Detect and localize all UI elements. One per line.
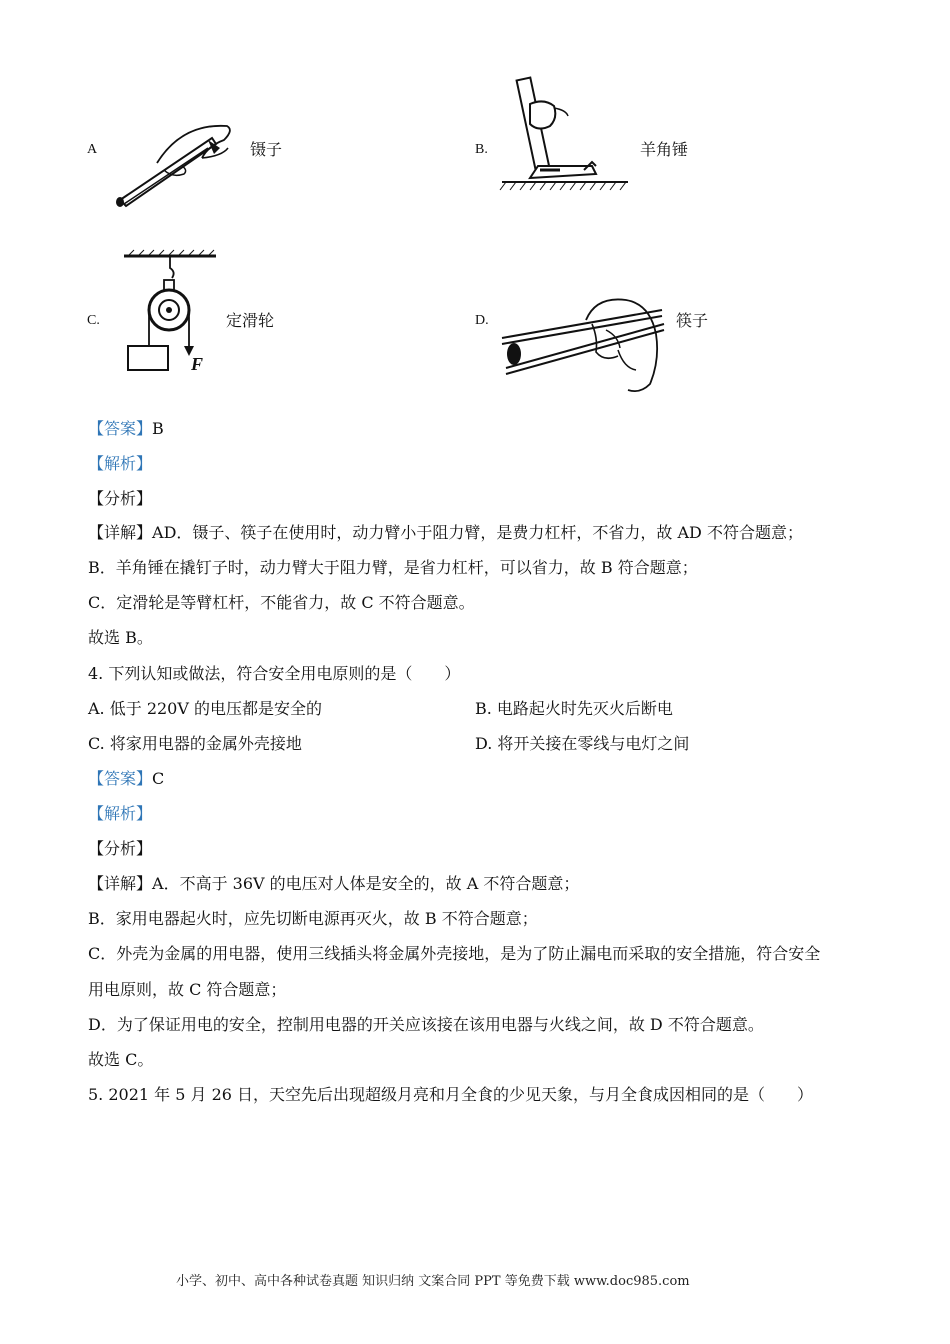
chopsticks-icon (500, 290, 670, 400)
q4-detail-line-3: C．外壳为金属的用电器，使用三线插头将金属外壳接地，是为了防止漏电而采取的安全措施，符合安全 (88, 944, 821, 963)
q4-detail-line-4: 用电原则，故 C 符合题意； (88, 980, 287, 999)
option-a-letter: A (87, 142, 98, 157)
detail-tag: 【详解】 (88, 523, 153, 542)
q4-option-d: D. 将开关接在零线与电灯之间 (475, 734, 690, 753)
option-b-label: 羊角锤 (640, 140, 689, 159)
q4-detail-line-2: B．家用电器起火时，应先切断电源再灭火，故 B 不符合题意； (88, 909, 538, 928)
q4-answer (88, 769, 164, 789)
option-b-letter: B. (475, 142, 488, 157)
detail-text: AD．镊子、筷子在使用时，动力臂小于阻力臂，是费力杠杆，不省力，故 AD 不符合题意； (152, 523, 803, 542)
q4-conclusion: 故选 C。 (88, 1050, 154, 1069)
option-d-letter: D. (475, 313, 489, 328)
answer-tag: 【答案】 (88, 419, 153, 438)
q3-fenxi-heading: 【分析】 (88, 489, 153, 508)
detail-text: A．不高于 36V 的电压对人体是安全的，故 A 不符合题意； (152, 874, 580, 893)
q3-jiexi-heading: 【解析】 (88, 454, 153, 473)
answer-value: B (152, 419, 164, 438)
claw-hammer-icon (500, 74, 630, 204)
q4-option-c: C. 将家用电器的金属外壳接地 (88, 734, 302, 753)
tweezers-icon (112, 118, 242, 213)
option-a-label: 镊子 (250, 140, 283, 159)
q4-detail-line-1 (88, 874, 579, 894)
fixed-pulley-icon (120, 250, 220, 380)
answer-value: C (152, 769, 165, 788)
page-footer: 小学、初中、高中各种试卷真题 知识归纳 文案合同 PPT 等免费下载 www.doc985.com (176, 1274, 690, 1289)
q3-detail-line-1 (88, 523, 803, 543)
q3-conclusion: 故选 B。 (88, 628, 153, 647)
answer-tag: 【答案】 (88, 769, 153, 788)
q3-detail-line-3: C．定滑轮是等臂杠杆，不能省力，故 C 不符合题意。 (88, 593, 475, 612)
q4-fenxi-heading: 【分析】 (88, 839, 153, 858)
q3-answer (88, 419, 164, 439)
q4-option-b: B. 电路起火时先灭火后断电 (475, 699, 673, 718)
q4-stem: 4. 下列认知或做法，符合安全用电原则的是（ ） (88, 664, 461, 683)
q3-detail-line-2: B．羊角锤在撬钉子时，动力臂大于阻力臂，是省力杠杆，可以省力，故 B 符合题意； (88, 558, 698, 577)
q5-stem: 5. 2021 年 5 月 26 日，天空先后出现超级月亮和月全食的少见天象，与月全食成因相同的是（ ） (88, 1085, 814, 1104)
q4-detail-line-5: D．为了保证用电的安全，控制用电器的开关应该接在该用电器与火线之间，故 D 不符合题意。 (88, 1015, 764, 1034)
detail-tag: 【详解】 (88, 874, 153, 893)
option-c-label: 定滑轮 (226, 311, 275, 330)
force-label: F (191, 354, 204, 374)
q4-jiexi-heading: 【解析】 (88, 804, 153, 823)
option-c-letter: C. (87, 313, 100, 328)
option-d-label: 筷子 (676, 311, 709, 330)
q4-option-a: A. 低于 220V 的电压都是安全的 (88, 699, 322, 718)
